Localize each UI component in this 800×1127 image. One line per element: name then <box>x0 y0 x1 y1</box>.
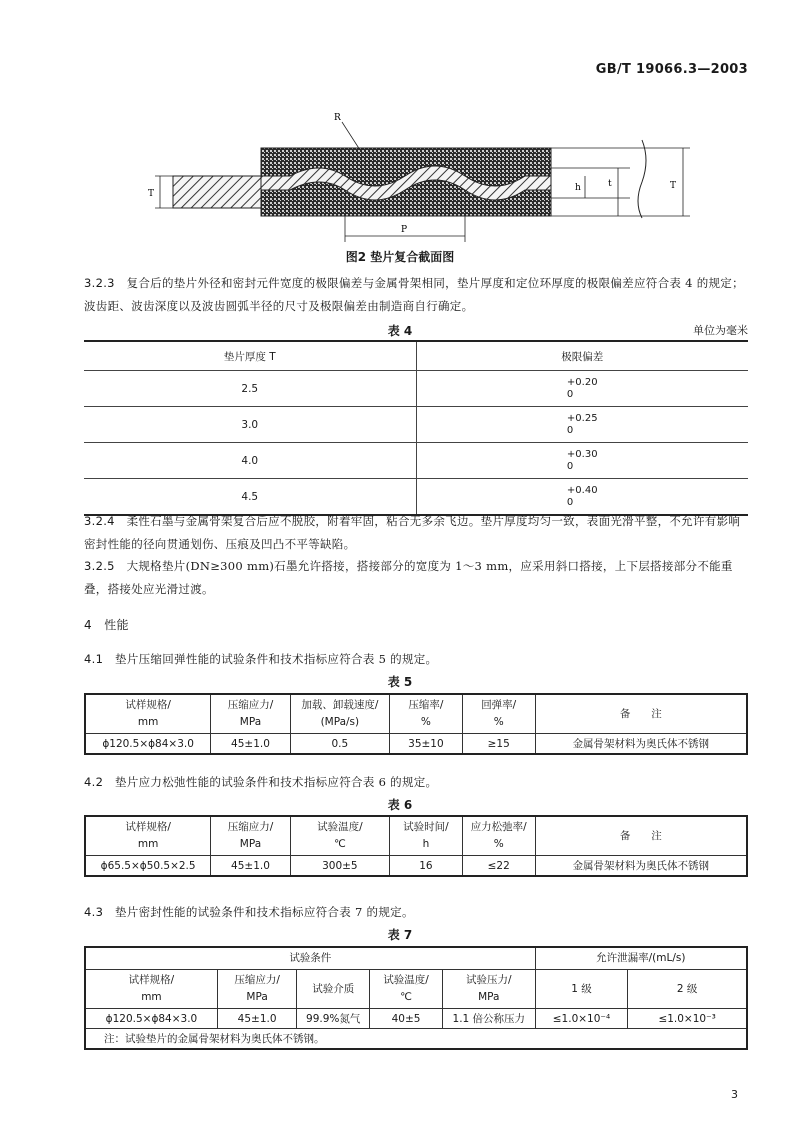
paragraph-4-1 <box>84 648 748 671</box>
table-cell <box>416 371 748 407</box>
paragraph-4-3 <box>84 901 748 924</box>
table-header-cell: 压缩应力/ MPa <box>211 816 290 856</box>
table-cell: 金属骨架材料为奥氏体不锈钢 <box>535 734 747 755</box>
table-header-cell: 试验温度/ ℃ <box>370 970 443 1009</box>
paragraph-3-2-4 <box>84 510 748 556</box>
paragraph-text: 垫片密封性能的试验条件和技术指标应符合表 7 的规定。 <box>115 905 414 919</box>
table-cell: ϕ120.5×ϕ84×3.0 <box>85 1009 217 1029</box>
table-header-cell: 1 级 <box>535 970 628 1009</box>
table-header-row <box>85 816 747 856</box>
section-number: 4.3 <box>84 905 104 919</box>
paragraph-text: 垫片应力松弛性能的试验条件和技术指标应符合表 6 的规定。 <box>115 775 438 789</box>
table-header-cell: 试验压力/ MPa <box>442 970 535 1009</box>
table-cell <box>416 443 748 479</box>
table-note: 注：试验垫片的金属骨架材料为奥氏体不锈钢。 <box>85 1029 747 1050</box>
dim-T-left-label: T <box>148 189 155 199</box>
table-header-cell: 极限偏差 <box>416 341 748 371</box>
table7 <box>84 946 748 1050</box>
table-cell: 40±5 <box>370 1009 443 1029</box>
paragraph-text: 柔性石墨与金属骨架复合后应不脱胶，附着牢固，粘合无多余飞边。垫片厚度均匀一致，表面光滑平整，不允许有影响密封性能的径向贯通划伤、压痕及凹凸不平等缺陷。 <box>84 514 741 551</box>
table5-title: 表 5 <box>387 675 413 689</box>
dim-T-right-label: T <box>670 181 677 191</box>
table-cell: 4.0 <box>84 443 416 479</box>
table-cell: 35±10 <box>390 734 463 755</box>
paragraph-3-2-5 <box>84 555 748 601</box>
table-header-row <box>84 341 748 371</box>
upper-deviation: +0.25 <box>566 412 598 424</box>
table-header-cell: 试样规格/ mm <box>85 816 211 856</box>
table-header-cell: 备 注 <box>535 694 747 734</box>
table-cell: ≤1.0×10⁻⁴ <box>535 1009 628 1029</box>
table-cell: ≤1.0×10⁻³ <box>628 1009 747 1029</box>
table-cell: ≤22 <box>462 856 535 877</box>
dim-h-label: h <box>575 183 581 193</box>
table5 <box>84 693 748 755</box>
table-cell: 45±1.0 <box>211 856 290 877</box>
table-header-cell: 垫片厚度 T <box>84 341 416 371</box>
table-cell: 16 <box>390 856 463 877</box>
table-cell: 99.9%氮气 <box>297 1009 370 1029</box>
lower-deviation: 0 <box>566 388 574 400</box>
table-header-cell: 试验时间/ h <box>390 816 463 856</box>
table-header-cell: 压缩应力/ MPa <box>217 970 296 1009</box>
section-number: 3.2.4 <box>84 514 115 528</box>
table6 <box>84 815 748 877</box>
table-header-cell: 回弹率/ % <box>462 694 535 734</box>
table-cell: 300±5 <box>290 856 389 877</box>
table-header-cell: 加载、卸载速度/ (MPa/s) <box>290 694 389 734</box>
section-number: 3.2.5 <box>84 559 115 573</box>
table-row <box>85 856 747 877</box>
table-cell: 3.0 <box>84 407 416 443</box>
table-cell: 4.5 <box>84 479 416 516</box>
table-header-row <box>85 694 747 734</box>
table-header-cell: 应力松弛率/ % <box>462 816 535 856</box>
table7-title: 表 7 <box>387 928 413 942</box>
table-header-cell: 2 级 <box>628 970 747 1009</box>
table-row <box>84 443 748 479</box>
section-number: 4.1 <box>84 652 104 666</box>
locating-ring <box>173 176 261 208</box>
table-group-header-row <box>85 947 747 970</box>
table-cell: ϕ120.5×ϕ84×3.0 <box>85 734 211 755</box>
upper-deviation: +0.40 <box>566 484 598 496</box>
section-number: 4.2 <box>84 775 104 789</box>
table-row <box>85 734 747 755</box>
table-row <box>84 407 748 443</box>
gasket-cross-section-figure <box>130 110 700 248</box>
table-note-row <box>85 1029 747 1050</box>
table-row <box>85 1009 747 1029</box>
table-group-header-cell: 允许泄漏率/(mL/s) <box>535 947 747 970</box>
table-header-cell: 试样规格/ mm <box>85 970 217 1009</box>
section-number: 4 <box>84 618 92 632</box>
table-cell: 2.5 <box>84 371 416 407</box>
section-title: 性能 <box>104 618 129 632</box>
dim-t-label: t <box>608 179 612 189</box>
lower-deviation: 0 <box>566 424 574 436</box>
dim-pitch-label: P <box>401 225 408 235</box>
table-header-cell: 试验介质 <box>297 970 370 1009</box>
table-cell: 45±1.0 <box>211 734 290 755</box>
table-cell: 45±1.0 <box>217 1009 296 1029</box>
table4-unit: 单位为毫米 <box>693 324 748 337</box>
table-cell: 1.1 倍公称压力 <box>442 1009 535 1029</box>
upper-deviation: +0.20 <box>566 376 598 388</box>
paragraph-4-2 <box>84 771 748 794</box>
paragraph-text: 大规格垫片(DN≥300 mm)石墨允许搭接，搭接部分的宽度为 1～3 mm，应采用斜口搭接，上下层搭接部分不能重叠，搭接处应光滑过渡。 <box>84 559 733 596</box>
table-header-cell: 试样规格/ mm <box>85 694 211 734</box>
table-cell: ϕ65.5×ϕ50.5×2.5 <box>85 856 211 877</box>
page-number: 3 <box>731 1088 738 1101</box>
table-cell <box>416 407 748 443</box>
upper-deviation: +0.30 <box>566 448 598 460</box>
table-header-cell: 备 注 <box>535 816 747 856</box>
section-4-heading <box>84 614 748 637</box>
table-cell: ≥15 <box>462 734 535 755</box>
table-header-row <box>85 970 747 1009</box>
table-header-cell: 压缩应力/ MPa <box>211 694 290 734</box>
paragraph-text: 垫片压缩回弹性能的试验条件和技术指标应符合表 5 的规定。 <box>115 652 438 666</box>
table-header-cell: 试验温度/ ℃ <box>290 816 389 856</box>
lower-deviation: 0 <box>566 496 574 508</box>
figure-caption: 图2 垫片复合截面图 <box>345 250 455 264</box>
table-group-header-cell: 试验条件 <box>85 947 535 970</box>
standard-code: GB/T 19066.3—2003 <box>595 62 748 77</box>
lower-deviation: 0 <box>566 460 574 472</box>
table-row <box>84 371 748 407</box>
table4-title: 表 4 <box>387 324 413 338</box>
table6-title: 表 6 <box>387 798 413 812</box>
table-header-cell: 压缩率/ % <box>390 694 463 734</box>
paragraph-text: 复合后的垫片外径和密封元件宽度的极限偏差与金属骨架相同，垫片厚度和定位环厚度的极限偏差应符合表 4 的规定；波齿距、波齿深度以及波齿圆弧半径的尺寸及极限偏差由制造商自行确定。 <box>84 276 744 313</box>
table-cell: 0.5 <box>290 734 389 755</box>
table4 <box>84 340 748 516</box>
table-cell: 金属骨架材料为奥氏体不锈钢 <box>535 856 747 877</box>
section-number: 3.2.3 <box>84 276 115 290</box>
paragraph-3-2-3 <box>84 272 748 318</box>
callout-label: R <box>334 113 341 123</box>
